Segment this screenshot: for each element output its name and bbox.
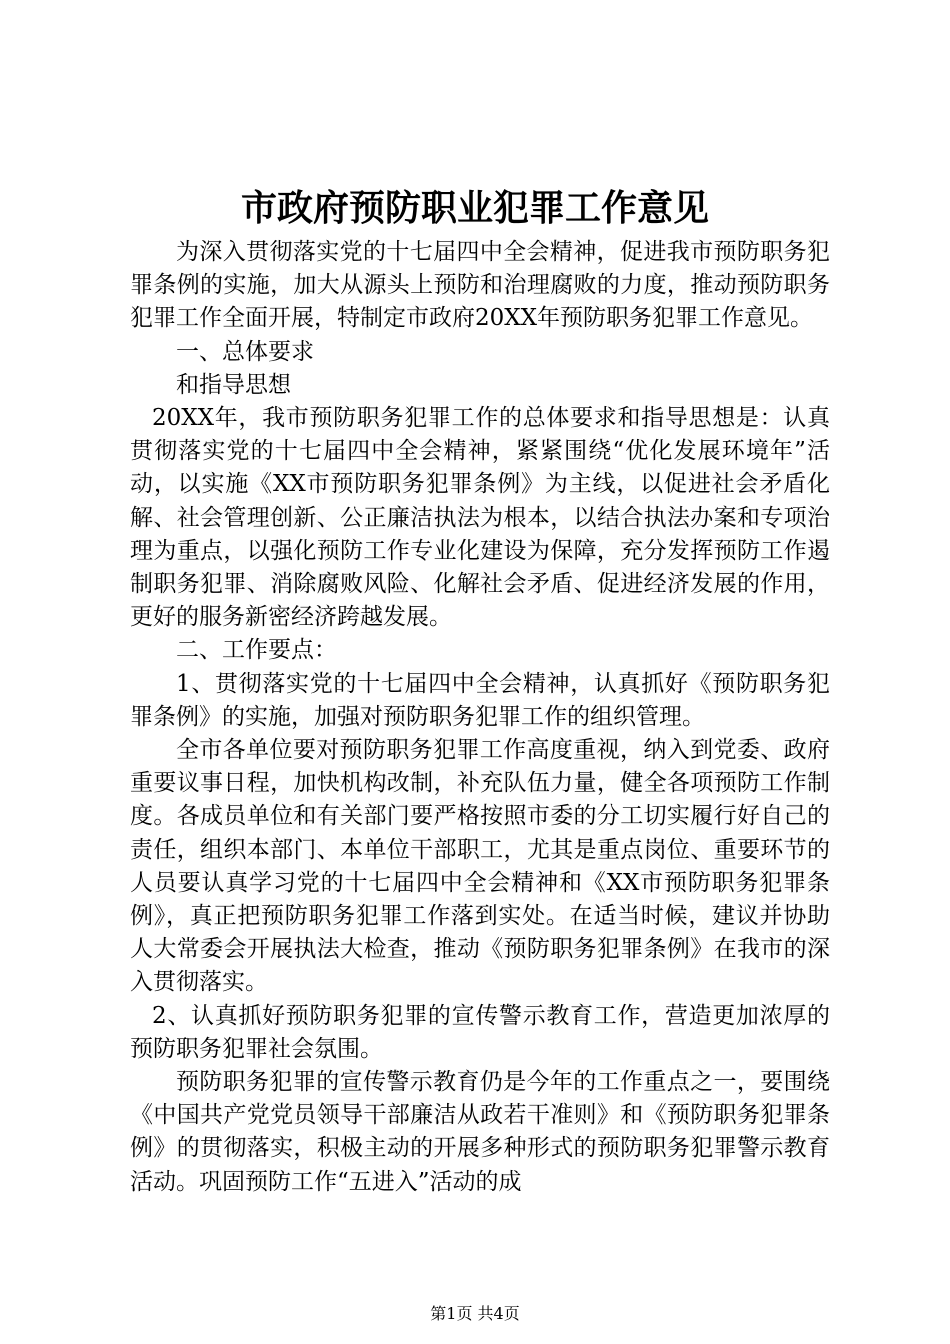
paragraph-work-point-2: 2、认真抓好预防职务犯罪的宣传警示教育工作，营造更加浓厚的预防职务犯罪社会氛围。 [130,1002,830,1062]
heading-work-points: 二、工作要点： [176,637,337,664]
heading-overall-requirements: 一、总体要求 [176,338,314,365]
paragraph-work-point-2-detail: 预防职务犯罪的宣传警示教育仍是今年的工作重点之一，要围绕《中国共产党党员领导干部廉洁从政若干准则》和《预防职务犯罪条例》的贯彻落实，积极主动的开展多种形式的预防职务犯罪警示教育活动。巩固预防工作“五进入”活动的成 [130,1069,830,1195]
document-body [130,236,830,1199]
paragraph-work-point-1-detail: 全市各单位要对预防职务犯罪工作高度重视，纳入到党委、政府重要议事日程，加快机构改制，补充队伍力量，健全各项预防工作制度。各成员单位和有关部门要严格按照市委的分工切实履行好自己的责任，组织本部门、本单位干部职工，尤其是重点岗位、重要环节的人员要认真学习党的十七届四中全会精神和《XX市预防职务犯罪条例》，真正把预防职务犯罪工作落到实处。在适当时候，建议并协助人大常委会开展执法大检查，推动《预防职务犯罪条例》在我市的深入贯彻落实。 [130,737,830,996]
document-title: 市政府预防职业犯罪工作意见 [240,187,709,229]
paragraph-guiding-thought: 20XX年，我市预防职务犯罪工作的总体要求和指导思想是：认真贯彻落实党的十七届四中全会精神，紧紧围绕“优化发展环境年”活动，以实施《XX市预防职务犯罪条例》为主线，以促进社会矛盾化解、社会管理创新、公正廉洁执法为根本，以结合执法办案和专项治理为重点，以强化预防工作专业化建设为保障，充分发挥预防工作遏制职务犯罪、消除腐败风险、化解社会矛盾、促进经济发展的作用，更好的服务新密经济跨越发展。 [130,405,830,631]
paragraph-intro: 为深入贯彻落实党的十七届四中全会精神，促进我市预防职务犯罪条例的实施，加大从源头上预防和治理腐败的力度，推动预防职务犯罪工作全面开展，特制定市政府20XX年预防职务犯罪工作意见。 [130,239,830,332]
paragraph-work-point-1: 1、贯彻落实党的十七届四中全会精神，认真抓好《预防职务犯罪条例》的实施，加强对预防职务犯罪工作的组织管理。 [130,670,830,730]
page-footer: 第1页 共4页 [430,1304,520,1323]
heading-guiding-thought: 和指导思想 [176,371,291,398]
